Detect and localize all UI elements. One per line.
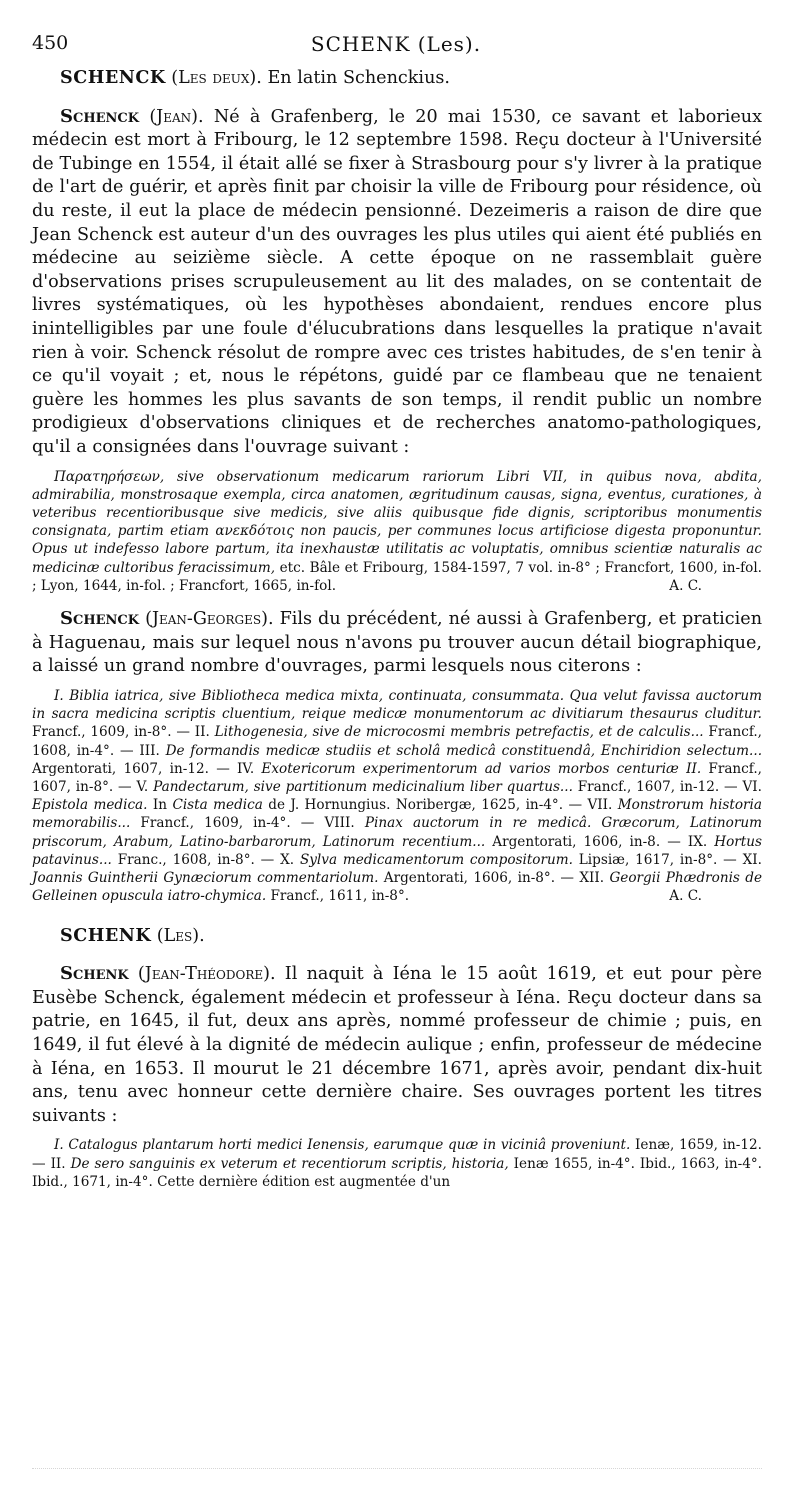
entry-schenk-jean-theodore xyxy=(32,962,762,1128)
work-title: De sero sanguinis ex veterum et recentiorum scriptis, historia, xyxy=(70,1155,509,1172)
work-details: Francf., 1608, in-4°. — III. xyxy=(32,724,763,759)
work-details: Argentorati, 1607, in-12. — IV. xyxy=(32,760,262,777)
bibliography-title: Παρατηρήσεων, sive observationum medicarum rariorum Libri VII, in quibus nova, abdita, admirabilia, monstrosaque exempla, circa anatomen, ægritudinum causas, signa, eventus, curationes, à veteribus recentioribusque sive medicis, sive aliis quibusque fide dignis, scriptoribus monumentis consignata, partim etiam ανεκδότοις non paucis, per communes locus artificiose digesta proponuntur. Opus ut indefesso labore partum, ita inexhaustæ utilitatis ac voluptatis, omnibus scientiæ naturalis ac medicinæ cultoribus feracissimum, xyxy=(32,468,762,576)
work-title: Georgii Phædronis de Gelleinen opuscula iatro-chymica. xyxy=(32,869,763,905)
work-details: In xyxy=(147,797,173,814)
entry-name: Schenk xyxy=(60,963,129,985)
page-header xyxy=(32,32,760,58)
signature-initials: A. C. xyxy=(669,888,702,905)
section-schenk-les xyxy=(32,924,762,949)
work-details: Lipsiæ, 1617, in-8°. — XI. xyxy=(572,851,762,868)
running-head: SCHENK (Les). xyxy=(310,32,482,56)
work-details: Ienæ 1655, in-4°. Ibid., 1663, in-4°. Ibid., 1671, in-4°. Cette dernière édition est augmentée d'un xyxy=(32,1155,762,1190)
work-details: Franc., 1608, in-8°. — X. xyxy=(111,851,300,868)
entry-name: Schenck xyxy=(60,608,140,630)
work-title: Joannis Guintherii Gynæciorum commentariolum. xyxy=(32,869,379,886)
work-details: Francf., 1607, in-8°. — V. xyxy=(32,760,762,795)
work-details: Francf., 1609, in-8°. — II. xyxy=(32,724,215,741)
work-title: Exotericorum experimentorum ad varios morbos centuriæ II. xyxy=(261,760,702,777)
entry-title: SCHENK xyxy=(60,924,152,946)
scan-artifact-line xyxy=(32,1468,762,1471)
entry-schenck-jean xyxy=(32,105,762,460)
work-title: Pandectarum, sive partitionum medicinalium liber quartus... xyxy=(153,778,573,795)
work-title: I. Catalogus plantarum horti medici Ienensis, earumque quæ in viciniâ proveniunt. xyxy=(54,1137,631,1154)
work-title: Lithogenesia, sive de microcosmi membris petrefactis, et de calculis... xyxy=(214,724,704,741)
work-details: Francf., 1611, in-8°. xyxy=(266,888,410,905)
bibliography-jean-georges xyxy=(32,687,762,905)
work-details: Argentorati, 1606, in-8. — IX. xyxy=(485,833,715,850)
entry-qualifier: (Jean-Théodore). xyxy=(137,964,276,985)
work-title: Pinax auctorum in re medicâ. Græcorum, Latinorum priscorum, Arabum, Latino-barbarorum, Latinorum recentium... xyxy=(32,815,762,850)
work-details: Ienæ, 1659, in-12. — II. xyxy=(32,1137,762,1172)
entry-schenck-les-deux xyxy=(32,66,762,91)
work-title: Hortus patavinus... xyxy=(32,833,762,868)
bibliography-details: etc. Bâle et Fribourg, 1584-1597, 7 vol. in-8° ; Francfort, 1600, in-fol. ; Lyon, 1644, in-fol. ; Francfort, 1665, in-fol. xyxy=(32,559,762,594)
work-title: Monstrorum historia memorabilis... xyxy=(32,797,762,832)
work-title: Sylva medicamentorum compositorum. xyxy=(299,851,573,868)
entry-text: Né à Grafenberg, le 20 mai 1530, ce savant et laborieux médecin est mort à Fribourg, le 12 septembre 1598. Reçu docteur à l'Université de Tubinge en 1554, il était allé se fixer à Strasbourg pour s'y livrer à la pratique de l'art de guérir, et après finit par choisir la ville de Fribourg pour résidence, où du reste, il eut la place de médecin pensionné. Dezeimeris a raison de dire que Jean Schenck est auteur d'un des ouvrages les plus utiles qui aient été publiés en médecine au seizième siècle. A cette époque on ne rassemblait guère d'observations prises scrupuleusement au lit des malades, on se contentait de livres systématiques, où les hypothèses abondaient, rendues encore plus inintelligibles par une foule d'élucubrations dans lesquelles la pratique n'avait rien à voir. Schenck résolut de rompre avec ces tristes habitudes, de s'en tenir à ce qu'il voyait ; et, nous le répétons, guidé par ce flambeau que ne tenaient guère les hommes les plus savants de son temps, il rendit public un nombre prodigieux d'observations cliniques et de recherches anatomo-pathologiques, qu'il a consignées dans l'ouvrage suivant : xyxy=(32,106,762,457)
entry-name: Schenck xyxy=(60,105,140,127)
work-title: Cista medica xyxy=(172,797,263,814)
work-title: I. Biblia iatrica, sive Bibliotheca medica mixta, continuata, consummata. Qua velut favissa auctorum in sacra medicina scriptis cluentium, reique medicæ monumentorum ac divitiarum thesaurus cluditur. xyxy=(32,687,762,723)
entry-qualifier: (Les deux). xyxy=(171,68,262,88)
entry-text: Il naquit à Iéna le 15 août 1619, et eut pour père Eusèbe Schenck, également médecin et professeur à Iéna. Reçu docteur dans sa patrie, en 1645, il fut, deux ans après, nommé professeur de chimie ; puis, en 1649, il fut élevé à la dignité de médecin aulique ; enfin, professeur de médecine à Iéna, en 1653. Il mourut le 21 décembre 1671, après avoir, pendant dix-huit ans, tenu avec honneur cette dernière chaire. Ses ouvrages portent les titres suivants : xyxy=(32,964,763,1126)
entry-qualifier: (Jean-Georges). xyxy=(145,609,274,630)
entry-title: SCHENCK xyxy=(60,67,166,88)
work-details: Argentorati, 1606, in-8°. — XII. xyxy=(378,869,610,886)
work-title: De formandis medicæ studiis et scholâ medicâ constituendâ, Enchiridion selectum... xyxy=(165,742,763,759)
work-details: Francf., 1607, in-12. — VI. xyxy=(572,778,762,795)
entry-text: En latin Schenckius. xyxy=(267,68,451,88)
work-details: Francf., 1609, in-4°. — VIII. xyxy=(130,815,365,832)
bibliography-jean-theodore xyxy=(32,1136,762,1191)
work-title: Epistola medica. xyxy=(32,797,148,814)
page-number: 450 xyxy=(32,32,69,54)
work-details: de J. Hornungius. Noribergæ, 1625, in-4°. — VII. xyxy=(262,797,618,814)
document-body xyxy=(32,64,762,1191)
entry-qualifier: (Jean). xyxy=(149,106,204,127)
entry-text: Fils du précédent, né aussi à Grafenberg, et praticien à Haguenau, mais sur lequel nous n'avons pu trouver aucun détail biographique, a laissé un grand nombre d'ouvrages, parmi lesquels nous citerons : xyxy=(32,609,763,677)
entry-qualifier: (Les). xyxy=(156,925,205,946)
bibliography-jean xyxy=(32,468,762,595)
signature-initials: A. C. xyxy=(669,577,702,594)
entry-schenck-jean-georges xyxy=(32,607,762,679)
